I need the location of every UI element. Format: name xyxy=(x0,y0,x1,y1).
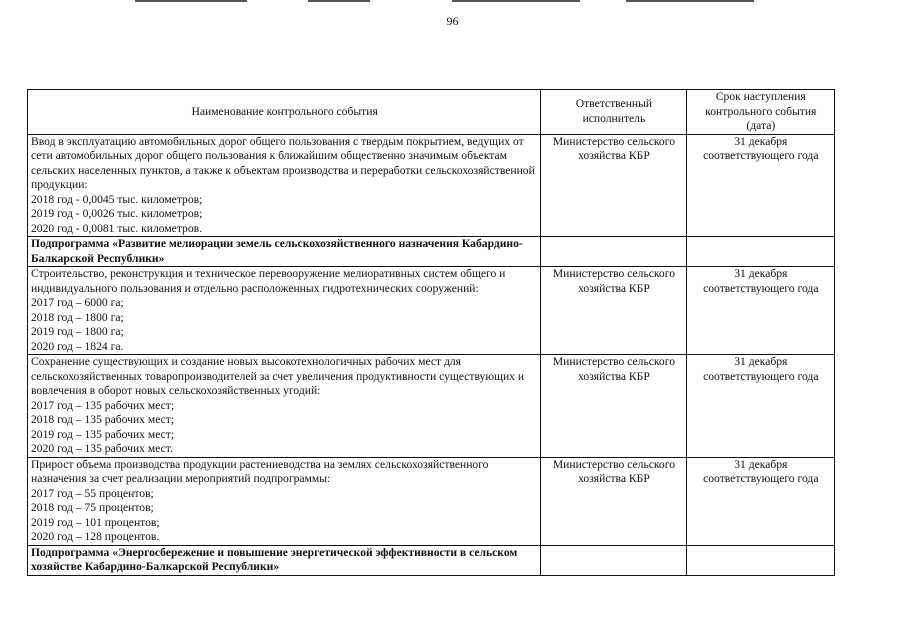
event-year-target: 2019 год – 1800 га; xyxy=(31,325,124,338)
event-year-target: 2020 год – 135 рабочих мест. xyxy=(31,442,173,455)
event-cell xyxy=(28,355,541,458)
deadline-cell: 31 декабря соответствующего года xyxy=(686,355,834,458)
empty-cell xyxy=(541,545,686,575)
event-year-target: 2018 год – 75 процентов; xyxy=(31,501,154,514)
event-year-target: 2017 год – 55 процентов; xyxy=(31,486,154,500)
event-cell xyxy=(28,457,541,545)
page-number: 96 xyxy=(446,14,459,28)
subprogram-row xyxy=(28,237,835,267)
empty-cell xyxy=(686,545,834,575)
event-year-target: 2018 год - 0,0045 тыс. километров; xyxy=(31,192,203,206)
event-year-target: 2018 год – 1800 га; xyxy=(31,310,124,324)
table-row xyxy=(28,267,835,355)
header-event-name: Наименование контрольного события xyxy=(28,90,541,135)
event-description: Сохранение существующих и создание новых высокотехнологичных рабочих мест для сельскохозяйственных товаропроизводителей за счет увеличения продуктивности существующих и вовлечения в оборот новых сельскохозяйственных угодий: xyxy=(31,355,525,397)
header-executor: Ответственный исполнитель xyxy=(541,90,686,135)
table-header-row xyxy=(28,90,835,135)
event-year-target: 2019 год – 101 процентов; xyxy=(31,515,160,529)
executor-cell: Министерство сельского хозяйства КБР xyxy=(541,267,686,355)
deadline-cell: 31 декабря соответствующего года xyxy=(686,134,834,237)
subprogram-title: Подпрограмма «Энергосбережение и повышение энергетической эффективности в сельском хозяйстве Кабардино-Балкарской Республики» xyxy=(28,545,541,575)
empty-cell xyxy=(686,237,834,267)
scan-top-rule xyxy=(626,0,754,2)
scan-top-rule xyxy=(135,0,247,2)
subprogram-title: Подпрограмма «Развитие мелиорации земель сельскохозяйственного назначения Кабардино-Балкарской Республики» xyxy=(28,237,541,267)
table-row xyxy=(28,457,835,545)
event-description: Ввод в эксплуатацию автомобильных дорог общего пользования с твердым покрытием, ведущих от сети автомобильных дорог общего пользования к ближайшим общественно значимым объектам сельских населенных пунктов, а также к объектам производства и переработки сельскохозяйственной продукции: xyxy=(31,134,535,191)
control-events-table xyxy=(27,89,835,576)
table-row xyxy=(28,134,835,237)
empty-cell xyxy=(541,237,686,267)
event-year-target: 2019 год – 135 рабочих мест; xyxy=(31,427,175,441)
event-year-target: 2020 год – 128 процентов. xyxy=(31,530,160,543)
deadline-cell: 31 декабря соответствующего года xyxy=(686,267,834,355)
executor-cell: Министерство сельского хозяйства КБР xyxy=(541,355,686,458)
event-cell xyxy=(28,267,541,355)
event-year-target: 2020 год – 1824 га. xyxy=(31,339,124,353)
table-row xyxy=(28,355,835,458)
executor-cell: Министерство сельского хозяйства КБР xyxy=(541,134,686,237)
event-year-target: 2017 год – 135 рабочих мест; xyxy=(31,398,175,412)
event-year-target: 2019 год - 0,0026 тыс. километров; xyxy=(31,207,203,220)
event-cell xyxy=(28,134,541,237)
event-year-target: 2017 год – 6000 га; xyxy=(31,296,124,309)
scan-top-rule xyxy=(452,0,580,2)
header-deadline: Срок наступления контрольного события (дата) xyxy=(686,90,834,135)
subprogram-row xyxy=(28,545,835,575)
scan-top-rule xyxy=(308,0,370,2)
event-description: Прирост объема производства продукции растениеводства на землях сельскохозяйственного назначения за счет реализации мероприятий подпрограммы: xyxy=(31,457,489,485)
event-year-target: 2018 год – 135 рабочих мест; xyxy=(31,413,175,426)
event-description: Строительство, реконструкция и техническое перевооружение мелиоративных систем общего и индивидуального пользования и отдельно расположенных гидротехнических сооружений: xyxy=(31,267,506,295)
executor-cell: Министерство сельского хозяйства КБР xyxy=(541,457,686,545)
deadline-cell: 31 декабря соответствующего года xyxy=(686,457,834,545)
event-year-target: 2020 год - 0,0081 тыс. километров. xyxy=(31,221,203,235)
